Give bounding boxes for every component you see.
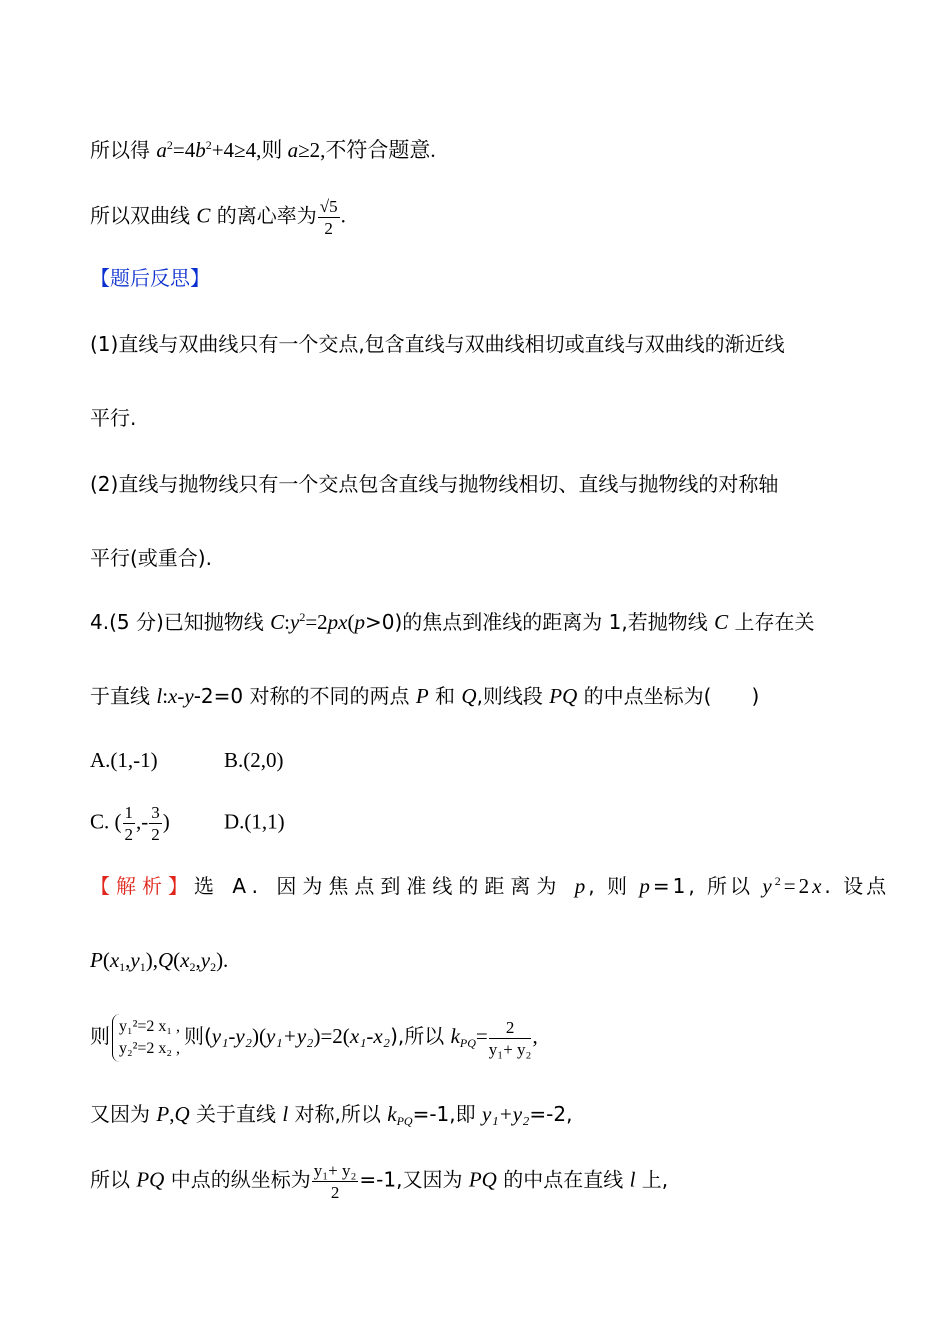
reflection-point-1: (1)直线与双曲线只有一个交点,包含直线与双曲线相切或直线与双曲线的渐近线: [90, 332, 785, 356]
option-c: C. ( $\frac{1}{2}$ ,- $\frac{3}{2}$ ): [90, 803, 170, 844]
solution-line-1: 【解析】选 A. 因为焦点到准线的距离为 p, 则 p=1, 所以 $y^2=2x$. 设点: [90, 874, 890, 898]
reflection-point-2-cont: 平行(或重合).: [90, 546, 212, 570]
solution-line-3: 则 y₁²=2 x₁ , y₂²=2 x₂ , 则(y₁-y₂)(y₁+y₂)=2(x₁-x₂),所以 $k_{PQ}=$ $\frac{2}{\text{y₁+ y₂}}$ ,: [90, 1014, 538, 1062]
option-a: A.(1,-1): [90, 748, 158, 772]
solution-line-5: 所以 PQ 中点的纵坐标为 $\frac{\text{y₁+ y₂}}{2}$ =-1,又因为 PQ 的中点在直线 l 上,: [90, 1161, 669, 1202]
line-eccentricity-condition: 所以得 $a^2=4b^2+4\ge 4$,则 a≥2,不符合题意.: [90, 138, 436, 162]
line-eccentricity-result: 所以双曲线 C 的离心率为 $\frac{√5}{2}$ .: [90, 197, 346, 238]
heading-reflection: 【题后反思】: [90, 266, 210, 290]
fraction-sum-over-2: $\frac{\text{y₁+ y₂}}{2}$: [313, 1161, 357, 1202]
solution-line-4: 又因为 P,Q 关于直线 l 对称,所以 $k_{PQ}=-1$,即 y₁+y₂=-2,: [90, 1102, 573, 1128]
equation-system: y₁²=2 x₁ , y₂²=2 x₂ ,: [112, 1014, 182, 1062]
solution-tag: 【解析】: [90, 874, 194, 898]
solution-line-2: $P(x_1,y_1),Q(x_2,y_2)$.: [90, 948, 229, 974]
fraction-2-over-sum: $\frac{2}{\text{y₁+ y₂}}$: [488, 1017, 532, 1059]
reflection-point-2: (2)直线与抛物线只有一个交点包含直线与抛物线相切、直线与抛物线的对称轴: [90, 472, 779, 496]
reflection-point-1-cont: 平行.: [90, 406, 137, 430]
option-b: B.(2,0): [224, 748, 284, 772]
options-row-1: [90, 746, 284, 774]
option-d: D.(1,1): [224, 809, 285, 834]
options-row-2: [90, 804, 285, 843]
fraction-sqrt5-over-2: $\frac{√5}{2}$: [319, 197, 338, 238]
question-4-line-2: 于直线 l:x-y-2=0 对称的不同的两点 P 和 Q,则线段 PQ 的中点坐标为( ): [90, 684, 760, 708]
question-4-line-1: 4.(5 分)已知抛物线 $C:y^2=2px(p>0)$的焦点到准线的距离为 1,若抛物线 C 上存在关: [90, 610, 815, 634]
